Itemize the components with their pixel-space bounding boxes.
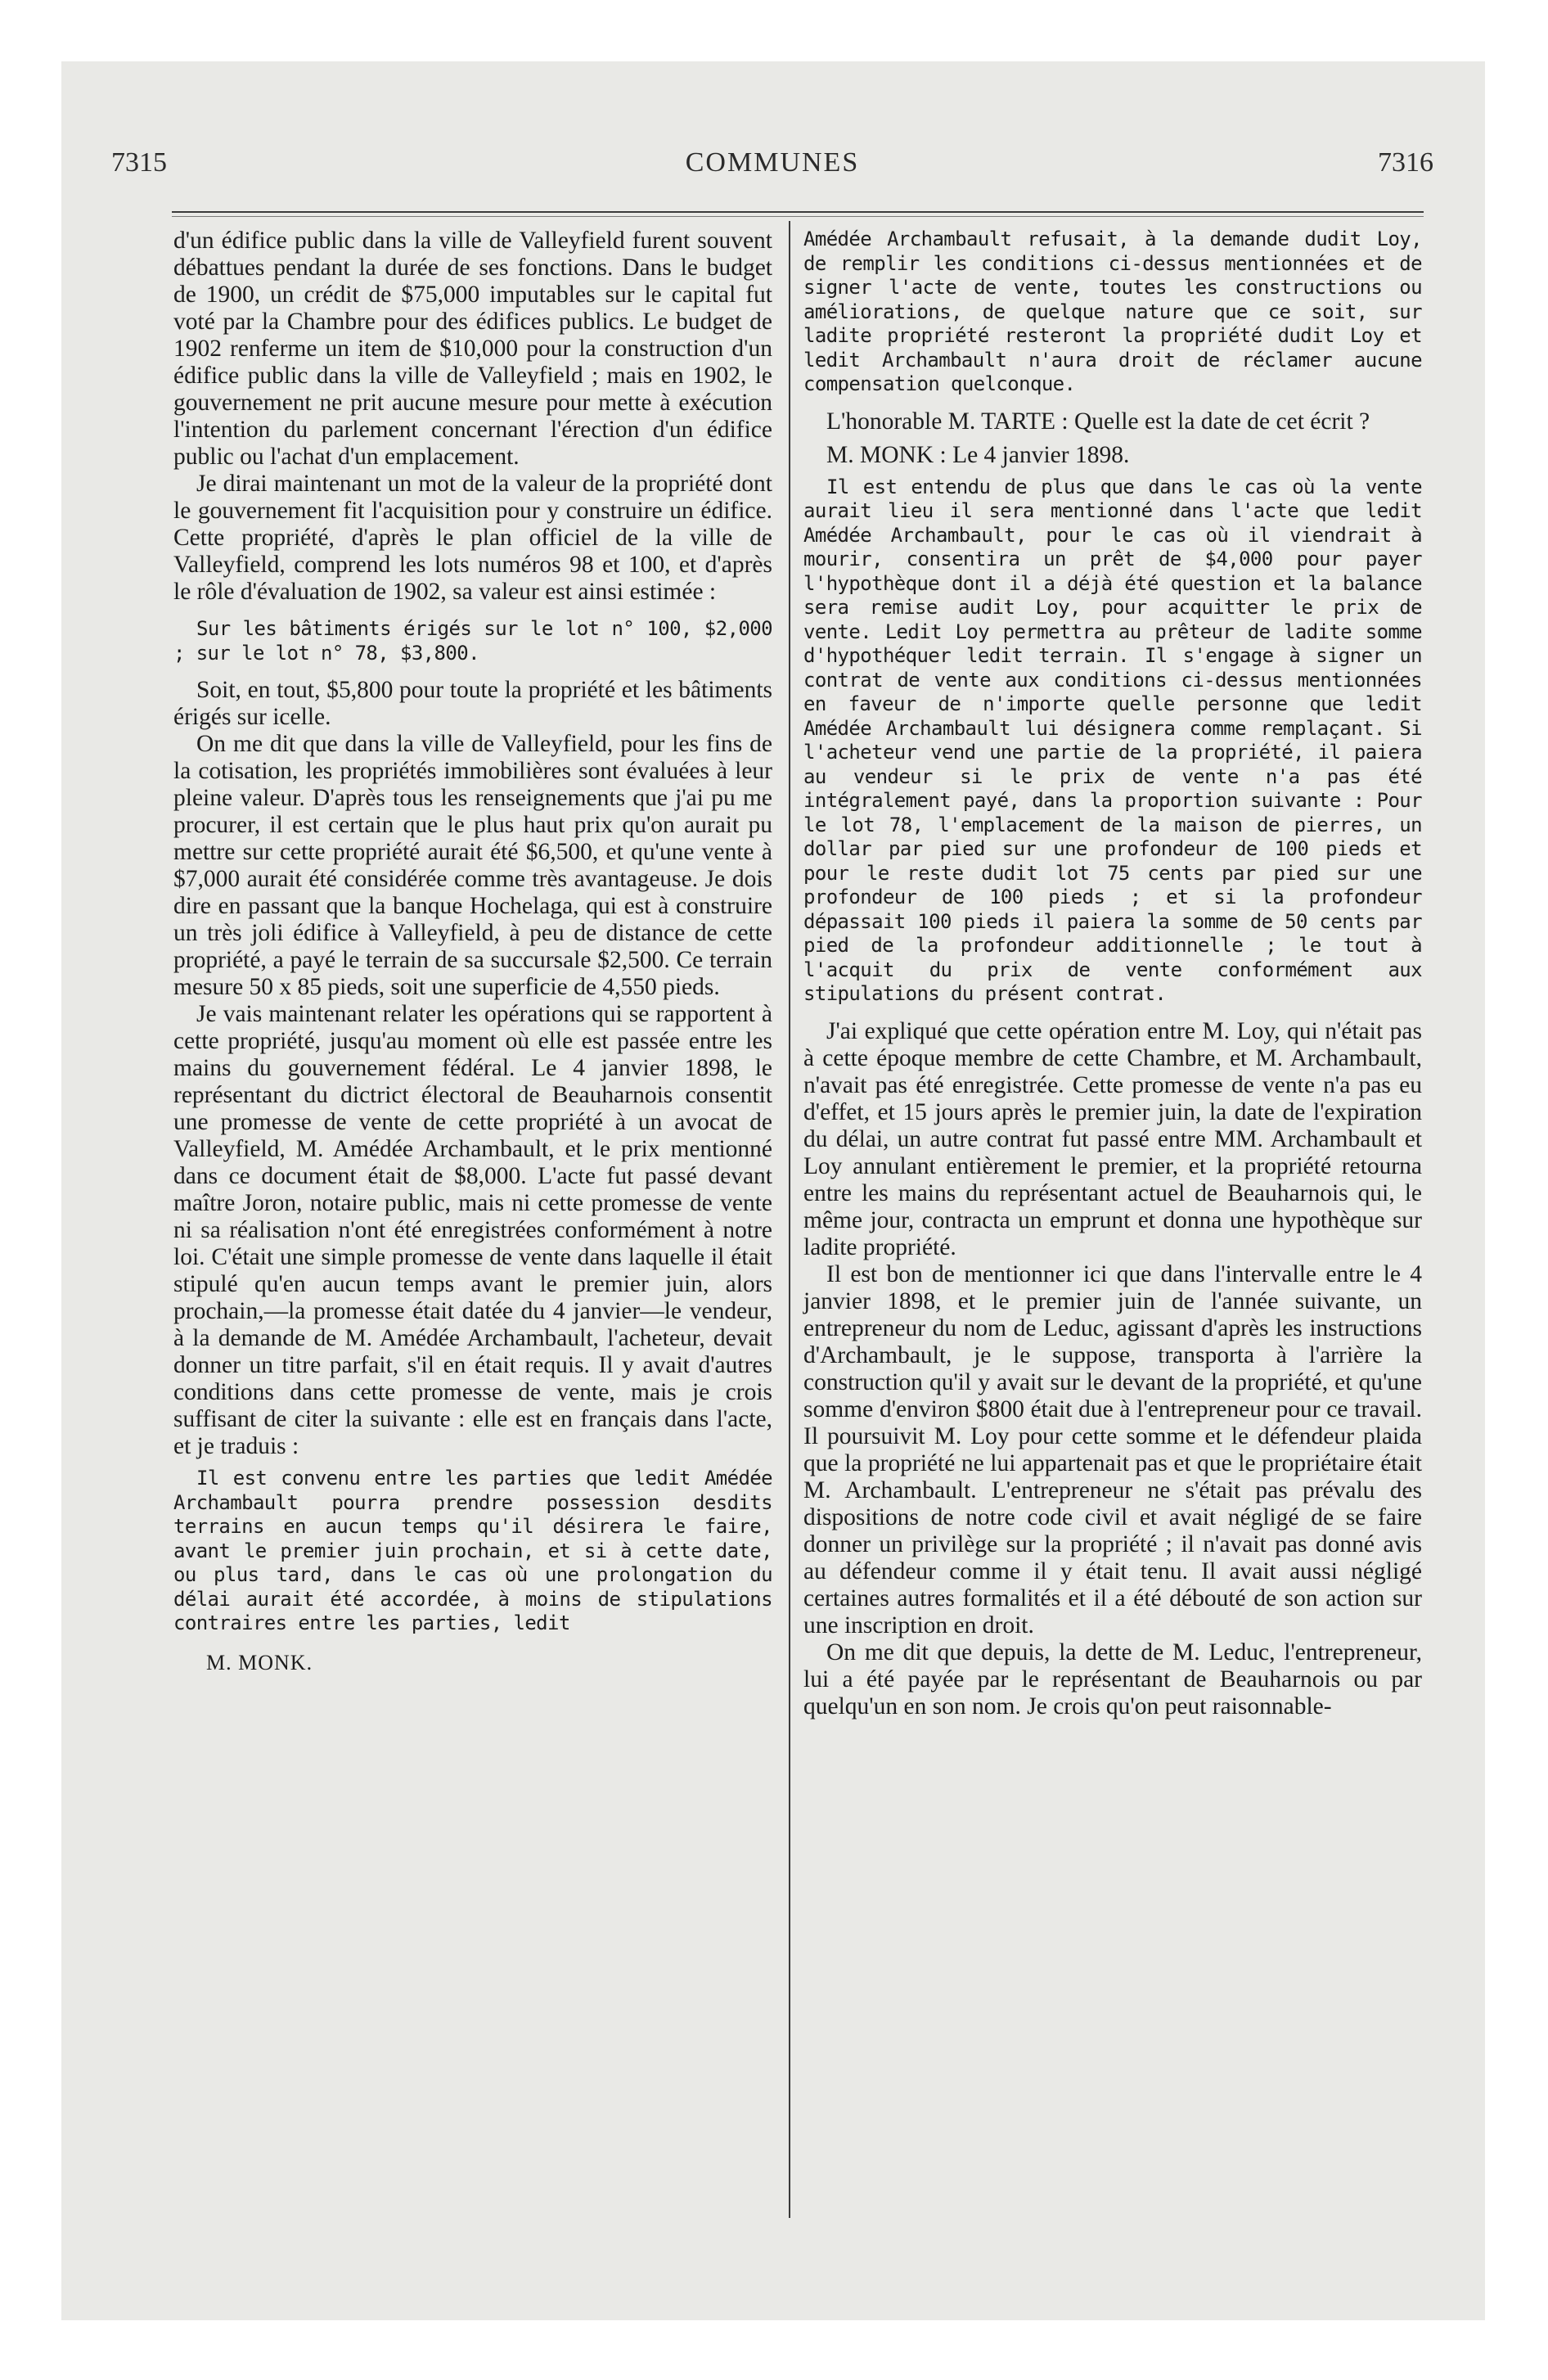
page-number-right: 7316 (1378, 147, 1433, 178)
paragraph: Je dirai maintenant un mot de la valeur de la propriété dont le gouvernement fit l'acquisition pour y construire un édifice. Cette propriété, d'après le plan officiel de la ville de Valleyfield, comprend les lots numéros 98 et 100, et d'après le rôle d'évaluation de 1902, sa valeur est ainsi estimée : (173, 471, 772, 605)
quotation: Sur les bâtiments érigés sur le lot n° 100, $2,000 ; sur le lot n° 78, $3,800. (173, 617, 772, 665)
quotation: Il est entendu de plus que dans le cas où la vente aurait lieu il sera mentionné dans l'acte que ledit Amédée Archambault, pour le cas où il viendrait à mourir, consentira un prêt de $4,000 pour payer l'hypothèque dont il a déjà été question et la balance sera remise audit Loy, pour acquitter le prix de vente. Ledit Loy permettra au prêteur de ladite somme d'hypothéquer ledit terrain. Il s'engage à signer un contrat de vente aux conditions ci-dessus mentionnées en faveur de n'importe quelle personne que ledit Amédée Archambault lui désignera comme remplaçant. Si l'acheteur vend une partie de la propriété, il paiera au vendeur si le prix de vente n'a pas été intégralement payé, dans la proportion suivante : Pour le lot 78, l'emplacement de la maison de pierres, un dollar par pied sur une profondeur de 100 pieds et pour le reste dudit lot 75 cents par pied sur une profondeur de 100 pieds ; et si la profondeur dépassait 100 pieds il paiera la somme de 50 cents par pied de la profondeur additionnelle ; le tout à l'acquit du prix de vente conformément aux stipulations du présent contrat. (803, 475, 1422, 1005)
paragraph: J'ai expliqué que cette opération entre M. Loy, qui n'était pas à cette époque membre de cette Chambre, et M. Archambault, n'avait pas été enregistrée. Cette promesse de vente n'a pas eu d'effet, et 15 jours après le premier juin, la date de l'expiration du délai, un autre contrat fut passé entre MM. Archambault et Loy annulant entièrement le premier, et la propriété retourna entre les mains du représentant actuel de Beauharnois qui, le même jour, contracta un emprunt et donna une hypothèque sur ladite propriété. (803, 1017, 1422, 1260)
right-column (803, 228, 1422, 1720)
header-rule (172, 211, 1424, 213)
page-title: COMMUNES (685, 147, 860, 178)
column-divider (789, 221, 790, 2218)
page-header (111, 147, 1433, 188)
paragraph: On me dit que depuis, la dette de M. Leduc, l'entrepreneur, lui a été payée par le représentant de Beauharnois ou par quelqu'un en son nom. Je crois qu'on peut raisonnable- (803, 1639, 1422, 1720)
paragraph: Soit, en tout, $5,800 pour toute la propriété et les bâtiments érigés sur icelle. (173, 677, 772, 730)
speaker-signature: M. MONK. (206, 1650, 313, 1675)
paragraph: On me dit que dans la ville de Valleyfield, pour les fins de la cotisation, les propriétés immobilières sont évaluées à leur pleine valeur. D'après tous les renseignements que j'ai pu me procurer, il est certain que le plus haut prix qu'on aurait pu mettre sur cette propriété aurait été $6,500, et qu'une vente à $7,000 aurait été considérée comme très avantageuse. Je dois dire en passant que la banque Hochelaga, qui est à construire un très joli édifice à Valleyfield, à peu de distance de cette propriété, a payé le terrain de sa succursale $2,500. Ce terrain mesure 50 x 85 pieds, soit une superficie de 4,550 pieds. (173, 731, 772, 1000)
header-rule-thin (172, 216, 1424, 217)
quotation: Amédée Archambault refusait, à la demande dudit Loy, de remplir les conditions ci-dessus mentionnées et de signer l'acte de vente, toutes les constructions ou améliorations, de quelque nature que ce soit, sur ladite propriété resteront la propriété dudit Loy et ledit Archambault n'aura droit de réclamer aucune compensation quelconque. (803, 228, 1422, 395)
speaker-reply: M. MONK : Le 4 janvier 1898. (826, 441, 1130, 468)
paragraph: d'un édifice public dans la ville de Valleyfield furent souvent débattues pendant la durée de ses fonctions. Dans le budget de 1900, un crédit de $75,000 imputables sur le capital fut voté par la Chambre pour des édifices publics. Le budget de 1902 renferme un item de $10,000 pour la construction d'un édifice public dans la ville de Valleyfield ; mais en 1902, le gouvernement ne prit aucune mesure pour mette à exécution l'intention du parlement concernant l'érection d'un édifice public ou l'achat d'un emplacement. (173, 228, 772, 470)
left-column (173, 228, 772, 1675)
paragraph: Je vais maintenant relater les opérations qui se rapportent à cette propriété, jusqu'au moment où elle est passée entre les mains du gouvernement fédéral. Le 4 janvier 1898, le représentant du dictrict électoral de Beauharnois consentit une promesse de vente de cette propriété à un avocat de Valleyfield, M. Amédée Archambault, et le prix mentionné dans ce document était de $8,000. L'acte fut passé devant maître Joron, notaire public, mais ni cette promesse de vente ni sa réalisation n'ont été enregistrées conformément à notre loi. C'était une simple promesse de vente dans laquelle il était stipulé qu'en aucun temps avant le premier juin, alors prochain,—la promesse était datée du 4 janvier—le vendeur, à la demande de M. Amédée Archambault, l'acheteur, devait donner un titre parfait, s'il en était requis. Il y avait d'autres conditions dans cette promesse de vente, mais je crois suffisant de citer la suivante : elle est en français dans l'acte, et je traduis : (173, 1001, 772, 1459)
paragraph: Il est bon de mentionner ici que dans l'intervalle entre le 4 janvier 1898, et le premier juin de l'année suivante, un entrepreneur du nom de Leduc, agissant d'après les instructions d'Archambault, je le suppose, transporta à l'arrière la construction qu'il y avait sur le devant de la propriété, et qu'une somme d'environ $800 était due à l'entrepreneur pour ce travail. Il poursuivit M. Loy pour cette somme et le défendeur plaida que la propriété ne lui appartenait pas et que le propriétaire était M. Archambault. L'entrepreneur ne s'était pas prévalu des dispositions de notre code civil et avait négligé de se faire donner un privilège sur la propriété ; il n'avait pas donné avis au défendeur comme il y était tenu. Il avait aussi négligé certaines autres formalités et il a été débouté de son action sur une inscription en droit. (803, 1260, 1422, 1639)
page-number-left: 7315 (111, 147, 167, 178)
quotation: Il est convenu entre les parties que ledit Amédée Archambault pourra prendre possession desdits terrains en aucun temps qu'il désirera le faire, avant le premier juin prochain, et si à cette date, ou plus tard, dans le cas où une prolongation du délai aurait été accordée, à moins de stipulations contraires entre les parties, ledit (173, 1467, 772, 1634)
speaker-question: L'honorable M. TARTE : Quelle est la date de cet écrit ? (826, 408, 1370, 435)
